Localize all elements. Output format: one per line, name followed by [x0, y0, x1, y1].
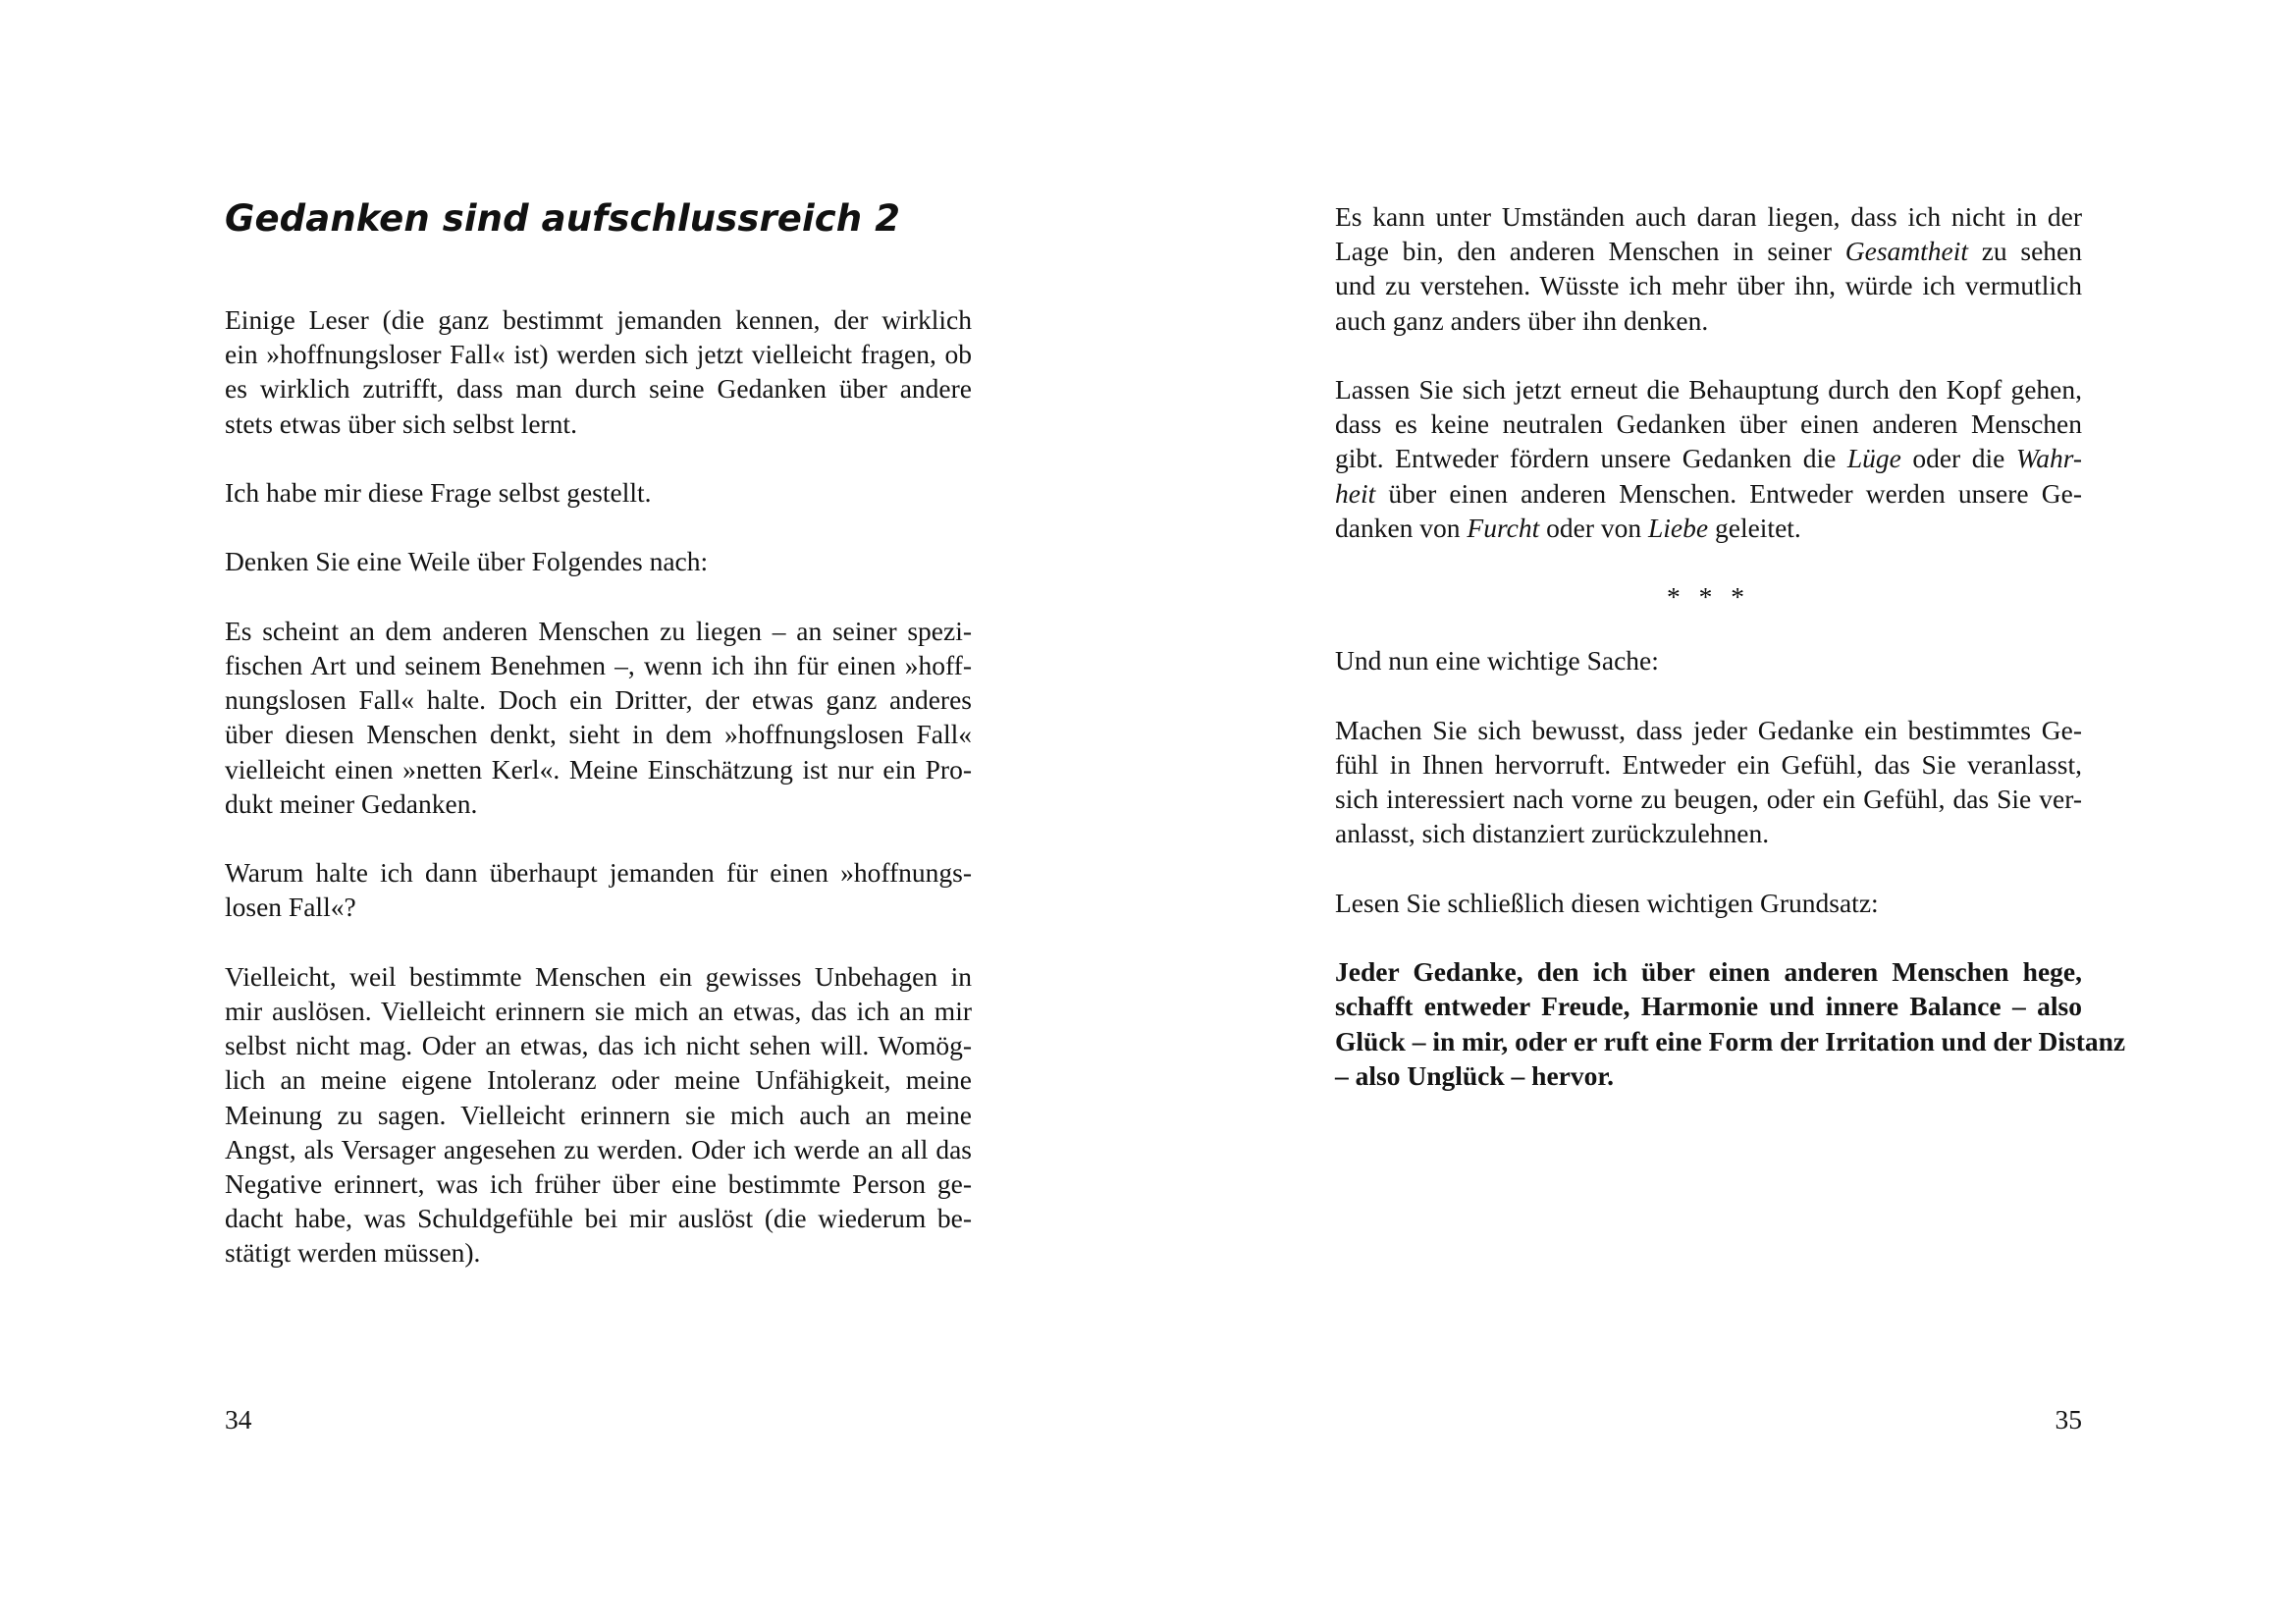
text-line: Lassen Sie sich jetzt erneut die Behauptung durch den Kopf gehen, — [1335, 374, 2082, 405]
text-line: lich an meine eigene Intoleranz oder meine Unfähigkeit, meine — [225, 1064, 972, 1096]
section-separator: * * * — [1667, 581, 1750, 613]
text-line: Glück – in mir, oder er ruft eine Form der Irritation und der Distanz — [1335, 1025, 2126, 1056]
left-page-text — [225, 302, 972, 1305]
page-number-right: 35 — [2055, 1404, 2082, 1435]
text-line: mir auslösen. Vielleicht erinnern sie mich an etwas, das ich an mir — [225, 995, 972, 1026]
emphasis: Liebe — [1648, 512, 1709, 543]
text-line — [1335, 441, 2082, 475]
text-line: Angst, als Versager angesehen zu werden. Oder ich werde an all das — [225, 1133, 972, 1164]
text-line: selbst nicht mag. Oder an etwas, das ich nicht sehen will. Womög- — [225, 1030, 972, 1061]
text-line: anlasst, sich distanziert zurückzulehnen. — [1335, 818, 1770, 849]
text-line: stätigt werden müssen). — [225, 1237, 481, 1269]
text-line — [1335, 234, 2082, 268]
text-line: Denken Sie eine Weile über Folgendes nach: — [225, 546, 709, 577]
right-page-text — [1335, 199, 2126, 1127]
page-number-left: 34 — [225, 1404, 252, 1435]
emphasis: Lüge — [1846, 443, 1901, 474]
text-run: oder die — [1900, 443, 2016, 474]
text-line: Es kann unter Umständen auch daran liegen, dass ich nicht in der — [1335, 201, 2082, 232]
text-line: sich interessiert nach vorne zu beugen, oder ein Gefühl, das Sie ver- — [1335, 784, 2082, 815]
text-run: danken von — [1335, 512, 1468, 543]
text-line: Warum halte ich dann überhaupt jemanden für einen »hoffnungs- — [225, 857, 972, 889]
text-line: Meinung zu sagen. Vielleicht erinnern sie mich auch an meine — [225, 1099, 972, 1130]
text-run: gibt. Entweder fördern unsere Gedanken die — [1335, 443, 1847, 474]
text-run: oder von — [1539, 512, 1648, 543]
text-line: dacht habe, was Schuldgefühle bei mir auslöst (die wiederum be- — [225, 1203, 972, 1234]
paragraph — [1335, 372, 2082, 545]
text-line — [1335, 476, 2082, 511]
text-line: schafft entweder Freude, Harmonie und innere Balance – also — [1335, 991, 2082, 1022]
paragraph — [225, 959, 972, 1271]
emphasis: Gesamtheit — [1844, 236, 1969, 267]
text-line: Es scheint an dem anderen Menschen zu liegen – an seiner spezi- — [225, 615, 972, 646]
text-line: Negative erinnert, was ich früher über eine bestimmte Person ge- — [225, 1168, 972, 1199]
chapter-heading: Gedanken sind aufschlussreich 2 — [225, 197, 901, 240]
text-line: Vielleicht, weil bestimmte Menschen ein gewisses Unbehagen in — [225, 960, 972, 992]
text-line: Einige Leser (die ganz bestimmt jemanden kennen, der wirklich — [225, 304, 972, 335]
text-line: dass es keine neutralen Gedanken über einen anderen Menschen — [1335, 408, 2082, 440]
text-line: es wirklich zutrifft, dass man durch seine Gedanken über andere — [225, 373, 972, 405]
paragraph — [225, 614, 972, 821]
text-line: Jeder Gedanke, den ich über einen anderen Menschen hege, — [1335, 956, 2082, 988]
text-line: und zu verstehen. Wüsste ich mehr über ihn, würde ich vermutlich — [1335, 270, 2082, 301]
emphasis: heit — [1335, 477, 1376, 509]
text-line: über diesen Menschen denkt, sieht in dem »hoffnungslosen Fall« — [225, 719, 972, 750]
text-run: zu sehen — [1968, 236, 2083, 267]
text-line: dukt meiner Gedanken. — [225, 787, 478, 819]
text-run: Lage bin, den anderen Menschen in seiner — [1335, 236, 1845, 267]
paragraph — [1335, 713, 2082, 851]
text-line: Lesen Sie schließlich diesen wichtigen Grundsatz: — [1335, 887, 1879, 918]
paragraph — [225, 855, 972, 924]
paragraph — [225, 544, 972, 578]
paragraph — [225, 475, 972, 510]
text-line: auch ganz anders über ihn denken. — [1335, 304, 1709, 336]
text-line: stets etwas über sich selbst lernt. — [225, 407, 577, 439]
paragraph — [1335, 643, 2082, 677]
text-line: ein »hoffnungsloser Fall« ist) werden sich jetzt vielleicht fragen, ob — [225, 339, 972, 370]
text-run: geleitet. — [1708, 512, 1801, 543]
text-run: über einen anderen Menschen. Entweder werden unsere Ge- — [1375, 477, 2082, 509]
emphasis: Furcht — [1467, 512, 1540, 543]
paragraph — [1335, 886, 2082, 920]
principle-statement — [1335, 954, 2126, 1093]
text-line: vielleicht einen »netten Kerl«. Meine Einschätzung ist nur ein Pro- — [225, 753, 972, 785]
text-line: nungslosen Fall« halte. Doch ein Dritter, der etwas ganz anderes — [225, 684, 972, 716]
paragraph — [225, 302, 972, 441]
text-line — [1335, 511, 2082, 545]
emphasis: Wahr- — [2015, 443, 2083, 474]
text-line: fühl in Ihnen hervorruft. Entweder ein Gefühl, das Sie veranlasst, — [1335, 749, 2082, 780]
text-line: Ich habe mir diese Frage selbst gestellt. — [225, 477, 652, 508]
text-line: Machen Sie sich bewusst, dass jeder Gedanke ein bestimmtes Ge- — [1335, 714, 2082, 745]
paragraph — [1335, 199, 2082, 338]
text-line: – also Unglück – hervor. — [1335, 1059, 1614, 1091]
right-page — [1148, 0, 2296, 1624]
text-line: fischen Art und seinem Benehmen –, wenn ich ihn für einen »hoff- — [225, 649, 972, 680]
text-line: Und nun eine wichtige Sache: — [1335, 645, 1659, 677]
text-line: losen Fall«? — [225, 892, 356, 923]
